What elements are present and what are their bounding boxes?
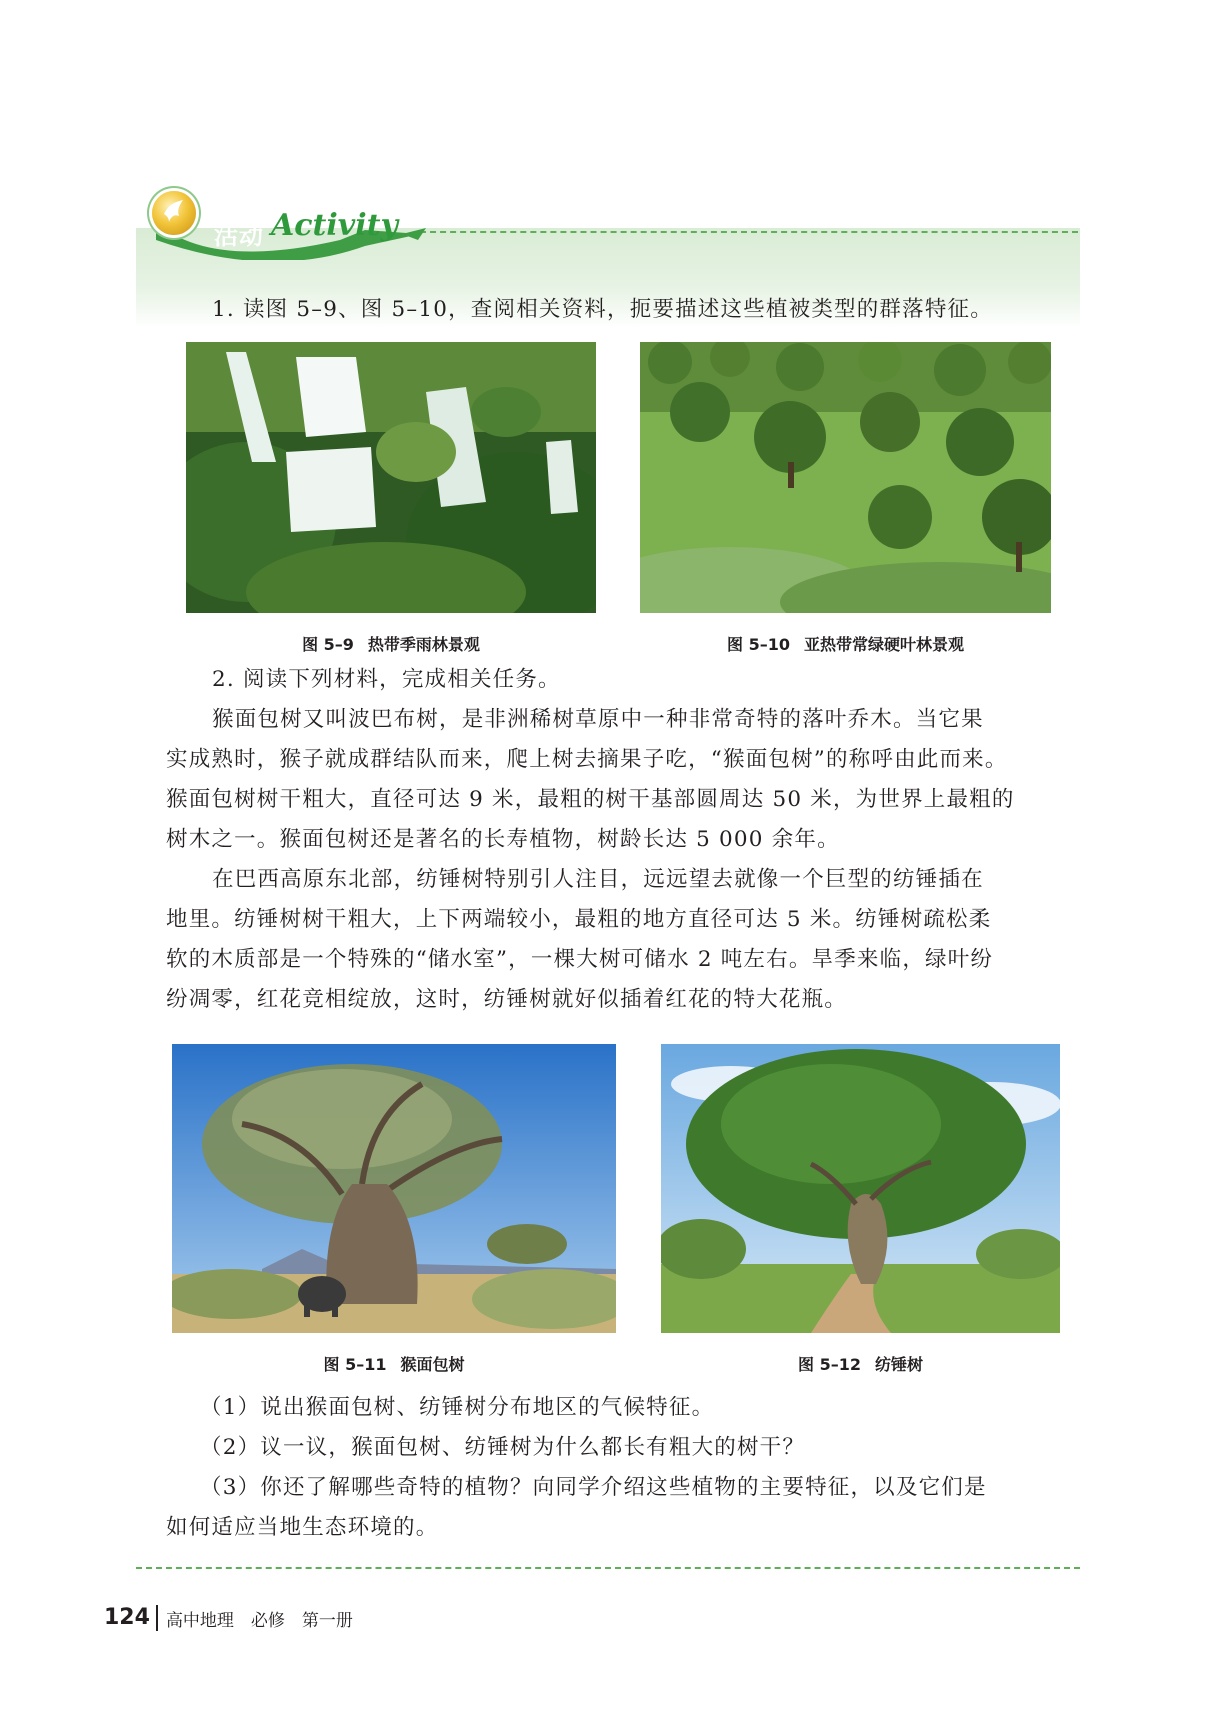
bottle-tree-photo: [661, 1044, 1060, 1333]
bird-icon: [161, 198, 187, 226]
figure-5-9-photo: [186, 342, 596, 613]
waterfall-rainforest-photo: [186, 342, 596, 613]
figure-number: 图 5–12: [798, 1355, 861, 1374]
baobab-tree-photo: [172, 1044, 616, 1333]
question-3: （3）你还了解哪些奇特的植物？向同学介绍这些植物的主要特征，以及它们是: [200, 1475, 987, 1500]
page-footer: [104, 1603, 353, 1633]
figure-5-10-caption: [640, 632, 1051, 655]
bottle-tree-paragraph-line: 在巴西高原东北部，纺锤树特别引人注目，远远望去就像一个巨型的纺锤插在: [212, 867, 984, 892]
figure-caption-text: 猴面包树: [400, 1355, 465, 1374]
task-2-text: 2. 阅读下列材料，完成相关任务。: [212, 667, 561, 692]
baobab-paragraph-line: 猴面包树又叫波巴布树，是非洲稀树草原中一种非常奇特的落叶乔木。当它果: [212, 707, 984, 732]
activity-title-cn: 活动: [214, 222, 264, 250]
activity-title-en: Activity: [271, 208, 398, 243]
book-title: 高中地理 必修 第一册: [165, 1610, 353, 1631]
bottle-tree-paragraph-line: 软的木质部是一个特殊的“储水室”，一棵大树可储水 2 吨左右。旱季来临，绿叶纷: [166, 947, 994, 972]
bottle-tree-paragraph-line: 纷凋零，红花竞相绽放，这时，纺锤树就好似插着红花的特大花瓶。: [166, 987, 848, 1012]
baobab-paragraph-line: 实成熟时，猴子就成群结队而来，爬上树去摘果子吃，“猴面包树”的称呼由此而来。: [166, 747, 1008, 772]
figure-number: 图 5–11: [323, 1355, 387, 1374]
figure-caption-text: 纺锤树: [874, 1355, 923, 1374]
figure-caption-text: 亚热带常绿硬叶林景观: [803, 635, 964, 654]
question-1: （1）说出猴面包树、纺锤树分布地区的气候特征。: [200, 1395, 715, 1420]
question-2: （2）议一议，猴面包树、纺锤树为什么都长有粗大的树干？: [200, 1435, 806, 1460]
question-3-continued: 如何适应当地生态环境的。: [166, 1515, 439, 1540]
figure-5-11-caption: [172, 1352, 616, 1375]
figure-5-10-photo: [640, 342, 1051, 613]
figure-5-11-photo: [172, 1044, 616, 1333]
task-1-text: 1. 读图 5–9、图 5–10，查阅相关资料，扼要描述这些植被类型的群落特征。: [212, 297, 993, 322]
top-dashed-divider: [420, 231, 1078, 233]
bottom-dashed-divider: [136, 1567, 1080, 1569]
figure-5-12-caption: [661, 1352, 1060, 1375]
figure-number: 图 5–9: [302, 635, 354, 654]
baobab-paragraph-line: 猴面包树树干粗大，直径可达 9 米，最粗的树干基部圆周达 50 米，为世界上最粗的: [166, 787, 1015, 812]
figure-5-12-photo: [661, 1044, 1060, 1333]
baobab-paragraph-line: 树木之一。猴面包树还是著名的长寿植物，树龄长达 5 000 余年。: [166, 827, 840, 852]
figure-caption-text: 热带季雨林景观: [367, 635, 480, 654]
sclerophyll-forest-photo: [640, 342, 1051, 613]
figure-5-9-caption: [186, 632, 596, 655]
page-number: 124: [104, 1605, 158, 1631]
bottle-tree-paragraph-line: 地里。纺锤树树干粗大，上下两端较小，最粗的地方直径可达 5 米。纺锤树疏松柔: [166, 907, 992, 932]
figure-number: 图 5–10: [727, 635, 790, 654]
